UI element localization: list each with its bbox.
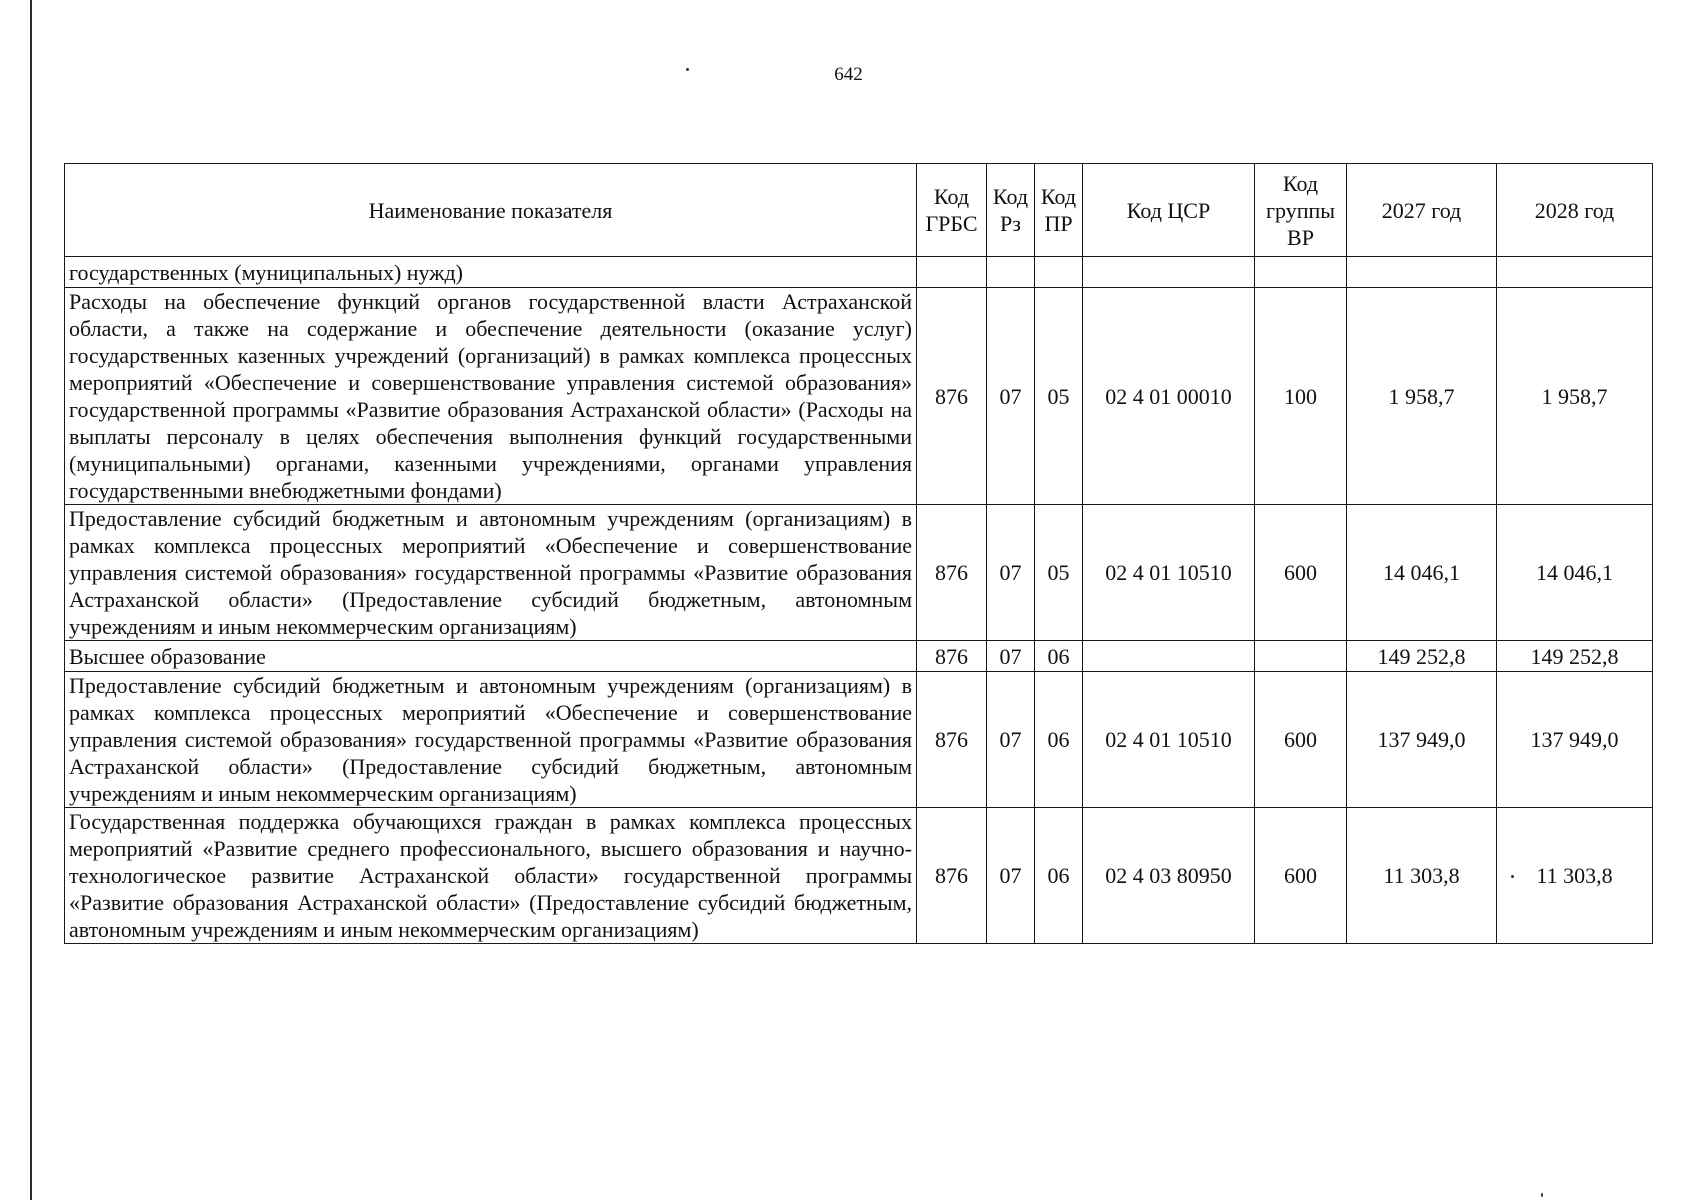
cell-grbs: 876 [917,505,987,641]
cell-csr: 02 4 03 80950 [1083,808,1255,944]
cell-csr [1083,257,1255,288]
cell-2028: 11 303,8 [1497,808,1653,944]
table-row [65,505,1653,641]
cell-vr: 600 [1255,505,1347,641]
cell-vr: 600 [1255,672,1347,808]
cell-csr [1083,641,1255,672]
header-name: Наименование показателя [65,164,917,257]
cell-2028: 149 252,8 [1497,641,1653,672]
cell-rz: 07 [987,505,1035,641]
binding-edge-line [30,0,32,1200]
header-grbs: Код ГРБС [917,164,987,257]
cell-grbs: 876 [917,641,987,672]
cell-2027 [1347,257,1497,288]
cell-grbs: 876 [917,808,987,944]
cell-rz: 07 [987,672,1035,808]
cell-2027: 11 303,8 [1347,808,1497,944]
budget-table [64,163,1653,944]
cell-2028: 137 949,0 [1497,672,1653,808]
table-row [65,641,1653,672]
header-pr: Код ПР [1035,164,1083,257]
cell-rz: 07 [987,288,1035,505]
cell-csr: 02 4 01 00010 [1083,288,1255,505]
cell-2027: 137 949,0 [1347,672,1497,808]
page-number: 642 [834,64,863,85]
table-row [65,672,1653,808]
cell-2028: 14 046,1 [1497,505,1653,641]
header-csr: Код ЦСР [1083,164,1255,257]
cell-name: Предоставление субсидий бюджетным и автономным учреждениям (организациям) в рамках комплекса процессных мероприятий «Обеспечение и совершенствование управления системой образования» государственной программы «Развитие образования Астраханской области» (Предоставление субсидий бюджетным, автономным учреждениям и иным некоммерческим организациям) [65,672,917,808]
table-row [65,808,1653,944]
cell-vr: 100 [1255,288,1347,505]
cell-name: государственных (муниципальных) нужд) [65,257,917,288]
cell-2028 [1497,257,1653,288]
cell-rz [987,257,1035,288]
scan-speck [1541,1193,1543,1197]
cell-name: Предоставление субсидий бюджетным и автономным учреждениям (организациям) в рамках комплекса процессных мероприятий «Обеспечение и совершенствование управления системой образования» государственной программы «Развитие образования Астраханской области» (Предоставление субсидий бюджетным, автономным учреждениям и иным некоммерческим организациям) [65,505,917,641]
header-vr: Код группы ВР [1255,164,1347,257]
cell-pr: 05 [1035,505,1083,641]
cell-grbs: 876 [917,288,987,505]
table-row [65,288,1653,505]
header-2028: 2028 год [1497,164,1653,257]
cell-csr: 02 4 01 10510 [1083,672,1255,808]
cell-rz: 07 [987,808,1035,944]
cell-2028: 1 958,7 [1497,288,1653,505]
cell-name: Расходы на обеспечение функций органов государственной власти Астраханской области, а также на содержание и обеспечение деятельности (оказание услуг) государственных казенных учреждений (организаций) в рамках комплекса процессных мероприятий «Обеспечение и совершенствование управления системой образования» государственной программы «Развитие образования Астраханской области» (Расходы на выплаты персоналу в целях обеспечения выполнения функций государственными (муниципальными) органами, казенными учреждениями, органами управления государственными внебюджетными фондами) [65,288,917,505]
cell-csr: 02 4 01 10510 [1083,505,1255,641]
cell-vr: 600 [1255,808,1347,944]
cell-pr: 05 [1035,288,1083,505]
cell-vr [1255,257,1347,288]
cell-vr [1255,641,1347,672]
cell-pr: 06 [1035,641,1083,672]
cell-grbs: 876 [917,672,987,808]
cell-pr: 06 [1035,672,1083,808]
cell-rz: 07 [987,641,1035,672]
cell-name: Государственная поддержка обучающихся граждан в рамках комплекса процессных мероприятий «Развитие среднего профессионального, высшего образования и научно-технологическое развитие Астраханской области» государственной программы «Развитие образования Астраханской области» (Предоставление субсидий бюджетным, автономным учреждениям и иным некоммерческим организациям) [65,808,917,944]
cell-pr [1035,257,1083,288]
cell-2027: 149 252,8 [1347,641,1497,672]
cell-2027: 1 958,7 [1347,288,1497,505]
cell-pr: 06 [1035,808,1083,944]
cell-name: Высшее образование [65,641,917,672]
table-header-row [65,164,1653,257]
cell-2027: 14 046,1 [1347,505,1497,641]
cell-grbs [917,257,987,288]
header-2027: 2027 год [1347,164,1497,257]
header-rz: Код Рз [987,164,1035,257]
table-row [65,257,1653,288]
